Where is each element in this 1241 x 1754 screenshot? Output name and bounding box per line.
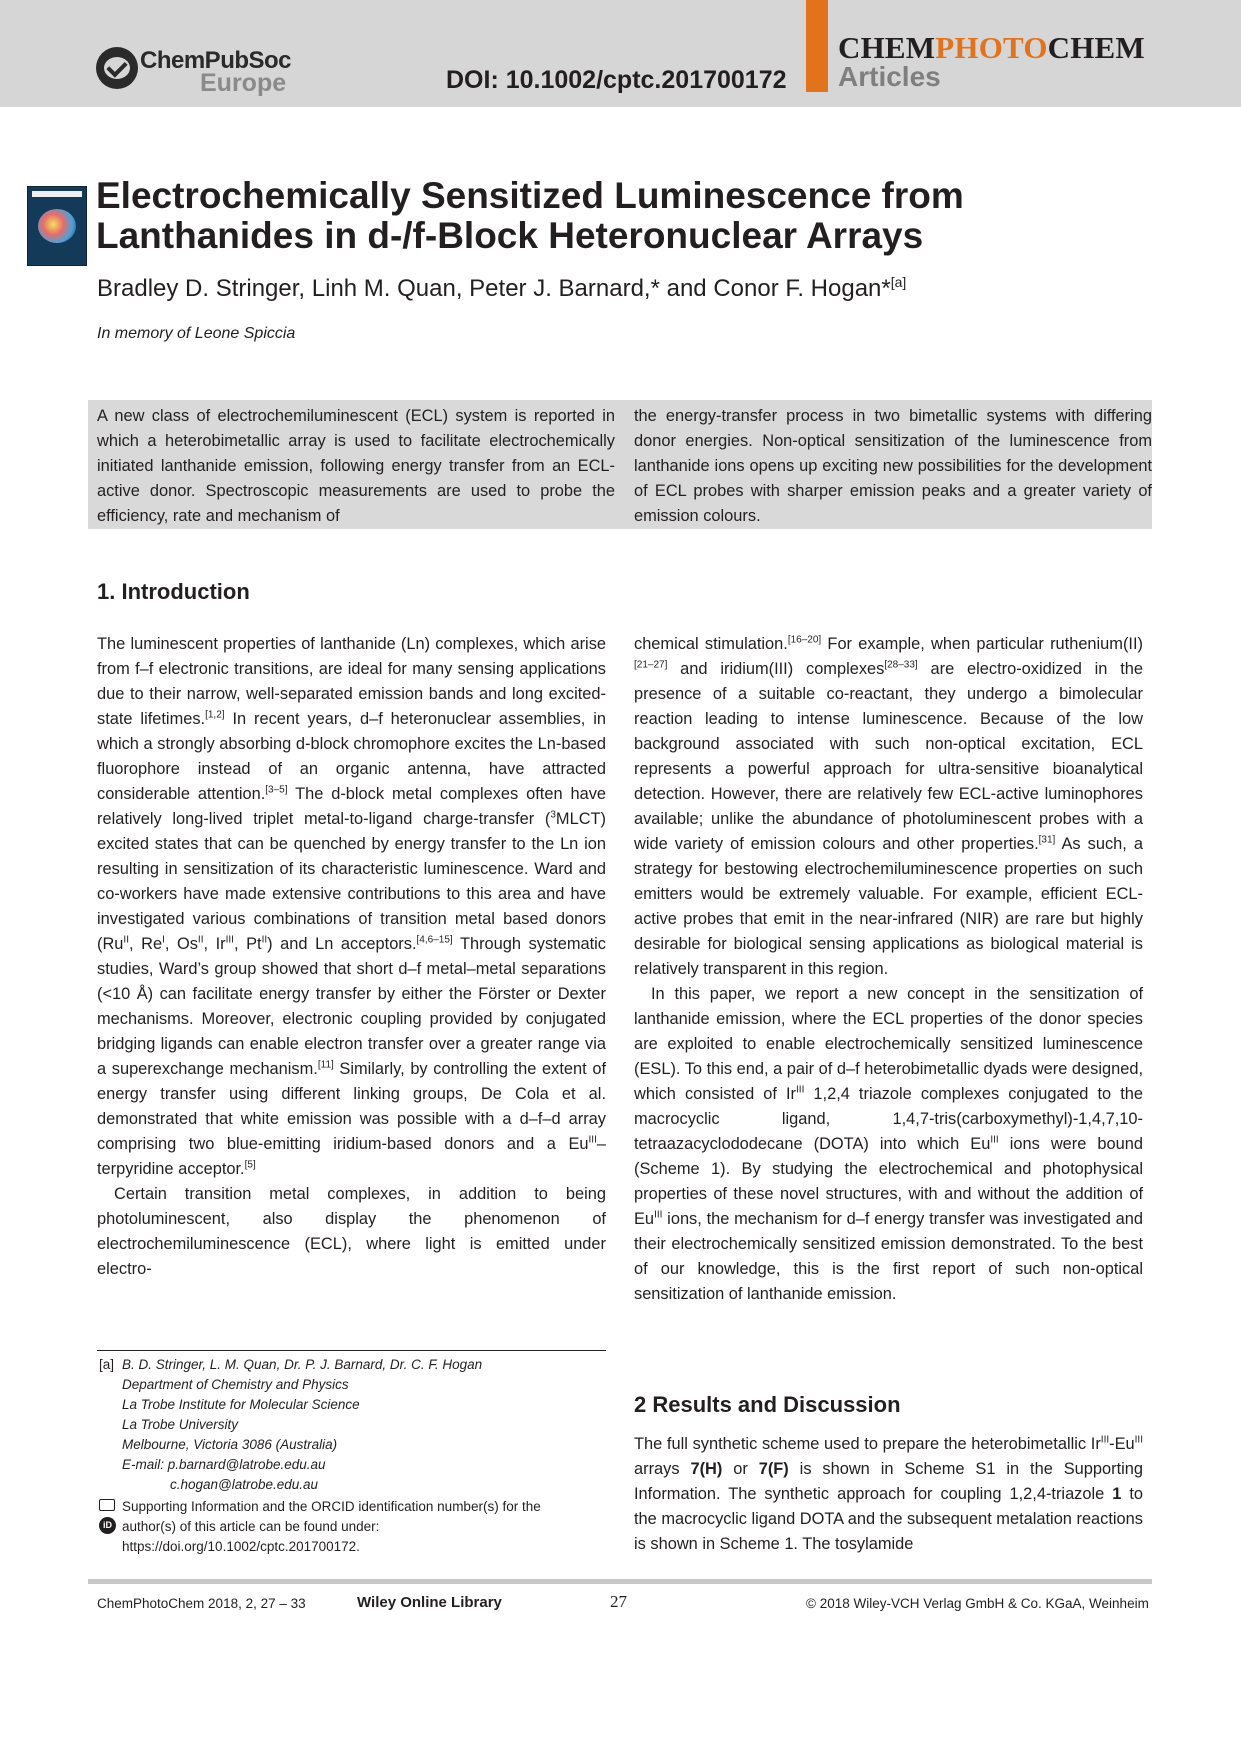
article-doi[interactable]: DOI: 10.1002/cptc.201700172 xyxy=(446,66,787,94)
dedication: In memory of Leone Spiccia xyxy=(97,325,296,342)
footnote-divider xyxy=(97,1350,606,1351)
title-line-2: Lanthanides in d-/f-Block Heteronuclear Arrays xyxy=(96,215,924,256)
email-line[interactable]: E-mail: p.barnard@latrobe.edu.au xyxy=(122,1457,326,1472)
paragraph: chemical stimulation.[16–20] For example, when particular ruthenium(II)[21–27] and iridium(III) complexes[28–33] are electro-oxidized in the presence of a suitable co-reactant, they undergo a bimolecular reaction leading to intense luminescence. Because of the low background associated with such non-optical excitation, ECL represents a powerful approach for ultra-sensitive bioanalytical detection. However, there are relatively few ECL-active luminophores available; unlike the abundance of photoluminescent probes with a wide variety of emission colours and other properties.[31] As such, a strategy for bestowing electrochemiluminescence properties on such emitters would be extremely valuable. For example, efficient ECL-active probes that emit in the near-infrared (NIR) are rare but highly desirable for biological sensing applications as biological material is relatively transparent in this region. xyxy=(634,634,1143,978)
abstract-column-left: A new class of electrochemiluminescent (ECL) system is reported in which a heterobimetallic array is used to facilitate electrochemically initiated lanthanide emission, following energy transfer from an ECL-active donor. Spectroscopic measurements are used to probe the efficiency, rate and mechanism of xyxy=(97,407,615,525)
article-title xyxy=(96,176,1096,256)
publisher-region: Europe xyxy=(200,69,287,97)
footer-library-link[interactable]: Wiley Online Library xyxy=(357,1594,502,1611)
title-line-1: Electrochemically Sensitized Luminescence from xyxy=(96,175,964,216)
document-icon xyxy=(99,1499,115,1511)
supporting-line: Supporting Information and the ORCID identification number(s) for the xyxy=(122,1499,541,1514)
affiliation-line: Melbourne, Victoria 3086 (Australia) xyxy=(122,1437,338,1452)
journal-name-part3: CHEM xyxy=(1047,30,1145,65)
affiliation-line: La Trobe Institute for Molecular Science xyxy=(122,1397,360,1412)
page-number: 27 xyxy=(610,1592,627,1611)
journal-accent-bar xyxy=(806,0,828,92)
footnote-marker: [a] xyxy=(99,1357,115,1372)
email-line[interactable]: c.hogan@latrobe.edu.au xyxy=(170,1477,319,1492)
publisher-logo xyxy=(96,45,292,97)
paragraph: Certain transition metal complexes, in addition to being photoluminescent, also display the phenomenon of electrochemiluminescence (ECL), where light is emitted under electro- xyxy=(97,1185,606,1278)
orcid-icon: iD xyxy=(99,1517,116,1534)
author-list xyxy=(97,274,906,303)
supporting-line: author(s) of this article can be found under: xyxy=(122,1519,380,1534)
footer-divider xyxy=(88,1579,1152,1584)
paragraph: The luminescent properties of lanthanide (Ln) complexes, which arise from f–f electronic transitions, are ideal for many sensing applications due to their narrow, well-separated emission bands and long excited-state lifetimes.[1,2] In recent years, d–f heteronuclear assemblies, in which a strongly absorbing d-block chromophore excites the Ln-based fluorophore instead of an organic antenna, have attracted considerable attention.[3–5] The d-block metal complexes often have relatively long-lived triplet metal-to-ligand charge-transfer ($^3$MLCT) excited states that can be quenched by energy transfer to the Ln ion resulting in sensitization of its characteristic luminescence. Ward and co-workers have made extensive contributions to this area and have investigated various combinations of transition metal based donors ($Ru^{II}$, $Re^I$, $Os^{II}$, $Ir^{III}$, $Pt^{II}$) and Ln acceptors.[4,6–15] Through systematic studies, Ward’s group showed that short d–f metal–metal separations (<10 Å) can facilitate energy transfer by either the Förster or Dexter mechanisms. Moreover, electronic coupling provided by conjugated bridging ligands can enable electron transfer over a greater range via a superexchange mechanism.[11] Similarly, by controlling the extent of energy transfer using different linking groups, De Cola et al. demonstrated that white emission was possible with a d–f–d array comprising two blue-emitting iridium-based donors and a $Eu^{III}$–terpyridine acceptor.[5] xyxy=(97,635,606,1178)
affiliation-line: B. D. Stringer, L. M. Quan, Dr. P. J. Barnard, Dr. C. F. Hogan xyxy=(122,1357,483,1372)
abstract-column-right: the energy-transfer process in two bimetallic systems with differing donor energies. Non-optical sensitization of the luminescence from lanthanide ions opens up exciting new possibilities for the development of ECL probes with sharper emission peaks and a greater variety of emission colours. xyxy=(634,407,1152,525)
authors-text: Bradley D. Stringer, Linh M. Quan, Peter J. Barnard,* and Conor F. Hogan* xyxy=(97,275,891,302)
paragraph: The full synthetic scheme used to prepare the heterobimetallic $Ir^{III}-Eu^{III}$ arrays 7(H) or 7(F) is shown in Scheme S1 in the Supporting Information. The synthetic approach for coupling 1,2,4-triazole 1 to the macrocyclic ligand DOTA and the subsequent metalation reactions is shown in Scheme 1. The tosylamide xyxy=(634,1434,1143,1553)
results-column xyxy=(634,1432,1143,1557)
paragraph: In this paper, we report a new concept in the sensitization of lanthanide emission, where the ECL properties of the donor species are exploited to enable electrochemically sensitized luminescence (ESL). To this end, a pair of d–f heterobimetallic dyads were designed, which consisted of $Ir^{III}$ 1,2,4 triazole complexes conjugated to the macrocyclic ligand, 1,4,7-tris(carboxymethyl)-1,4,7,10-tetraazacyclododecane (DOTA) into which $Eu^{III}$ ions were bound (Scheme 1). By studying the electrochemical and photophysical properties of these novel structures, with and without the addition of $Eu^{III}$ ions, the mechanism for d–f energy transfer was investigated and their electrochemically sensitized emission demonstrated. To the best of our knowledge, this is the first report of such non-optical sensitization of lanthanide emission. xyxy=(634,985,1144,1303)
supporting-link[interactable]: https://doi.org/10.1002/cptc.201700172. xyxy=(122,1539,360,1554)
affiliation-line: Department of Chemistry and Physics xyxy=(122,1377,349,1392)
affiliation-line: La Trobe University xyxy=(122,1417,239,1432)
publisher-name: ChemPubSoc xyxy=(140,47,292,74)
author-affiliation-mark: [a] xyxy=(890,274,907,290)
section-heading-introduction: 1. Introduction xyxy=(97,579,250,604)
footer-journal-reference: ChemPhotoChem 2018, 2, 27 – 33 xyxy=(97,1596,306,1611)
section-heading-results: 2 Results and Discussion xyxy=(634,1392,901,1417)
introduction-column-left xyxy=(97,632,606,1282)
article-type: Articles xyxy=(838,61,941,92)
footer-copyright: © 2018 Wiley-VCH Verlag GmbH & Co. KGaA, Weinheim xyxy=(806,1596,1149,1611)
journal-name-part2: PHOTO xyxy=(935,30,1048,65)
chempubsoc-star-icon xyxy=(96,47,138,89)
introduction-column-right xyxy=(634,632,1143,1307)
journal-cover-thumbnail xyxy=(27,186,87,266)
journal-name-part1: CHEM xyxy=(838,30,936,65)
